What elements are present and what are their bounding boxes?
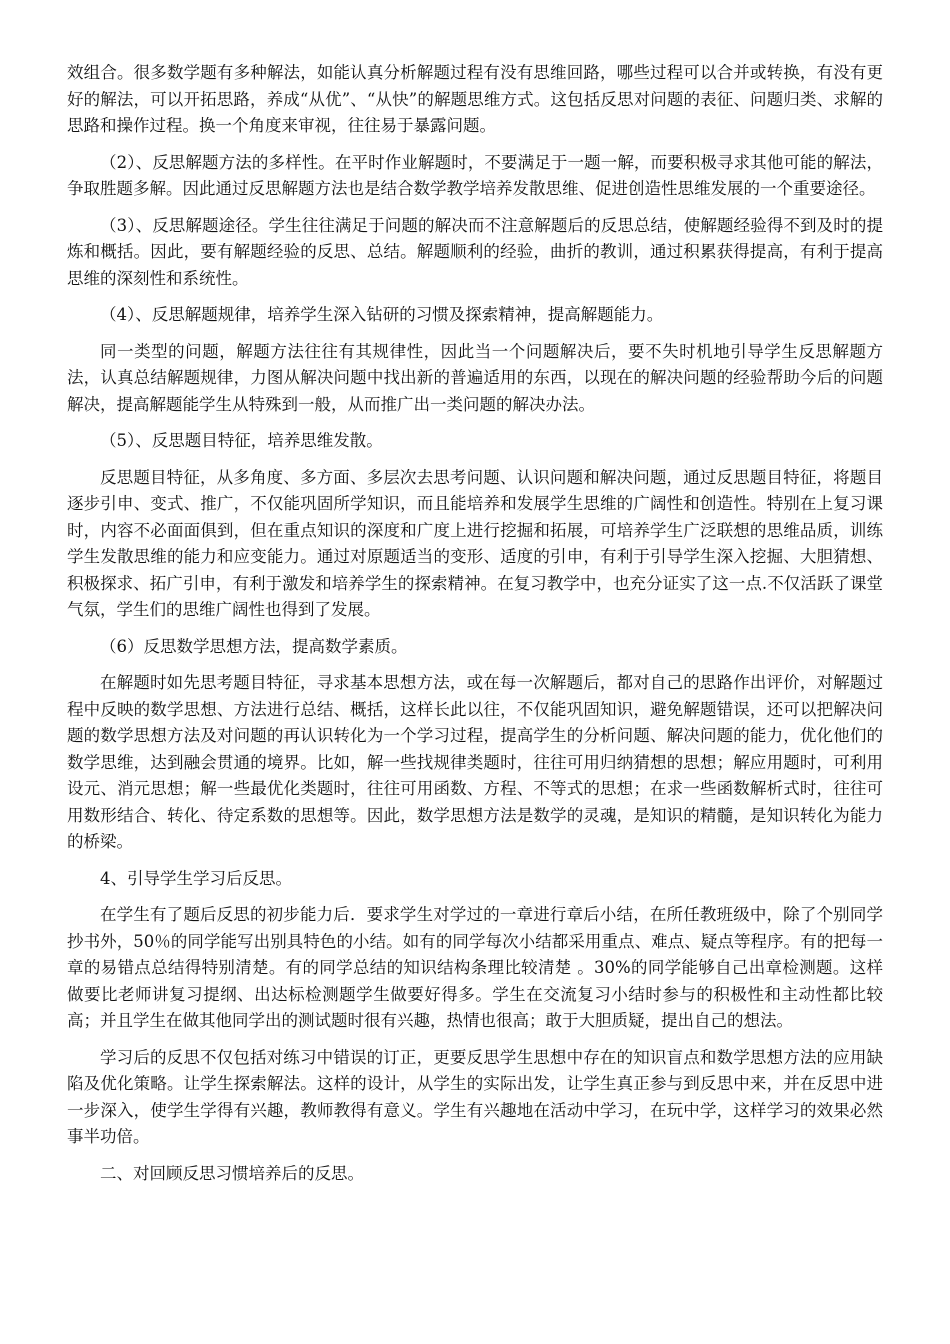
paragraph-item-3: （3）、反思解题途径。学生往往满足于问题的解决而不注意解题后的反思总结，使解题经验得不到及时的提炼和概括。因此，要有解题经验的反思、总结。解题顺利的经验，曲折的教训，通过积累获得提高，有利于提高思维的深刻性和系统性。	[67, 215, 883, 288]
heading-item-4: （4）、反思解题规律，培养学生深入钻研的习惯及探索精神，提高解题能力。	[100, 305, 664, 324]
paragraph-item-2: （2）、反思解题方法的多样性。在平时作业解题时，不要满足于一题一解，而要积极寻求其他可能的解法，争取胜题多解。因此通过反思解题方法也是结合数学教学培养发散思维、促进创造性思维发展的一个重要途径。	[67, 152, 883, 198]
paragraph-item-4-body: 同一类型的问题，解题方法往往有其规律性，因此当一个问题解决后，要不失时机地引导学生反思解题方法，认真总结解题规律，力图从解决问题中找出新的普遍适用的东西，以现在的解决问题的经验帮助今后的问题解决，提高解题能学生从特殊到一般，从而推广出一类问题的解决办法。	[67, 341, 883, 414]
paragraph-section-4-body: 在学生有了题后反思的初步能力后．要求学生对学过的一章进行章后小结，在所任教班级中，除了个别同学抄书外，50％的同学能写出别具特色的小结。如有的同学每次小结都采用重点、难点、疑点等程序。有的把每一章的易错点总结得特别清楚。有的同学总结的知识结构条理比较清楚 。30%的同学能够自己出章检测题。这样做要比老师讲复习提纲、出达标检测题学生做要好得多。学生在交流复习小结时参与的积极性和主动性都比较高；并且学生在做其他同学出的测试题时很有兴趣，热情也很高；敢于大胆质疑，提出自己的想法。	[67, 905, 883, 1030]
section-heading-2: 二、对回顾反思习惯培养后的反思。	[100, 1163, 364, 1183]
heading-item-6: （6）反思数学思想方法，提高数学素质。	[100, 636, 408, 656]
document-body	[67, 60, 883, 1197]
paragraph-continuation: 效组合。很多数学题有多种解法，如能认真分析解题过程有没有思维回路，哪些过程可以合并或转换，有没有更好的解法，可以开拓思路，养成“从优”、“从快”的解题思维方式。这包括反思对问题的表征、问题归类、求解的思路和操作过程。换一个角度来审视，往往易于暴露问题。	[67, 63, 883, 135]
heading-item-5: （5）、反思题目特征，培养思维发散。	[100, 431, 383, 450]
paragraph-item-6-body: 在解题时如先思考题目特征，寻求基本思想方法，或在每一次解题后，都对自己的思路作出评价，对解题过程中反映的数学思想、方法进行总结、概括，这样长此以往，不仅能巩固知识，避免解题错误，还可以把解决问题的数学思想方法及对问题的再认识转化为一个学习过程，提高学生的分析问题、解决问题的能力，优化他们的数学思维，达到融会贯通的境界。比如，解一些找规律类题时，往往可用归纳猜想的思想；解应用题时，可利用设元、消元思想；解一些最优化类题时，往往可用函数、方程、不等式的思想；在求一些函数解析式时，往往可用数形结合、转化、待定系数的思想等。因此，数学思想方法是数学的灵魂，是知识的精髓，是知识转化为能力的桥梁。	[67, 673, 883, 851]
section-heading-4: 4、引导学生学习后反思。	[100, 868, 292, 888]
paragraph-section-4-summary: 学习后的反思不仅包括对练习中错误的订正，更要反思学生思想中存在的知识盲点和数学思想方法的应用缺陷及优化策略。让学生探索解法。这样的设计，从学生的实际出发，让学生真正参与到反思中来，并在反思中进一步深入，使学生学得有兴趣，教师教得有意义。学生有兴趣地在活动中学习，在玩中学，这样学习的效果必然事半功倍。	[67, 1047, 883, 1146]
paragraph-item-5-body: 反思题目特征，从多角度、多方面、多层次去思考问题、认识问题和解决问题，通过反思题目特征，将题目逐步引申、变式、推广，不仅能巩固所学知识，而且能培养和发展学生思维的广阔性和创造性。特别在上复习课时，内容不必面面俱到，但在重点知识的深度和广度上进行挖掘和拓展，可培养学生广泛联想的思维品质，训练学生发散思维的能力和应变能力。通过对原题适当的变形、适度的引申，有利于引导学生深入挖掘、大胆猜想、积极探求、拓广引申，有利于激发和培养学生的探索精神。在复习教学中，也充分证实了这一点.不仅活跃了课堂气氛，学生们的思维广阔性也得到了发展。	[67, 467, 883, 619]
